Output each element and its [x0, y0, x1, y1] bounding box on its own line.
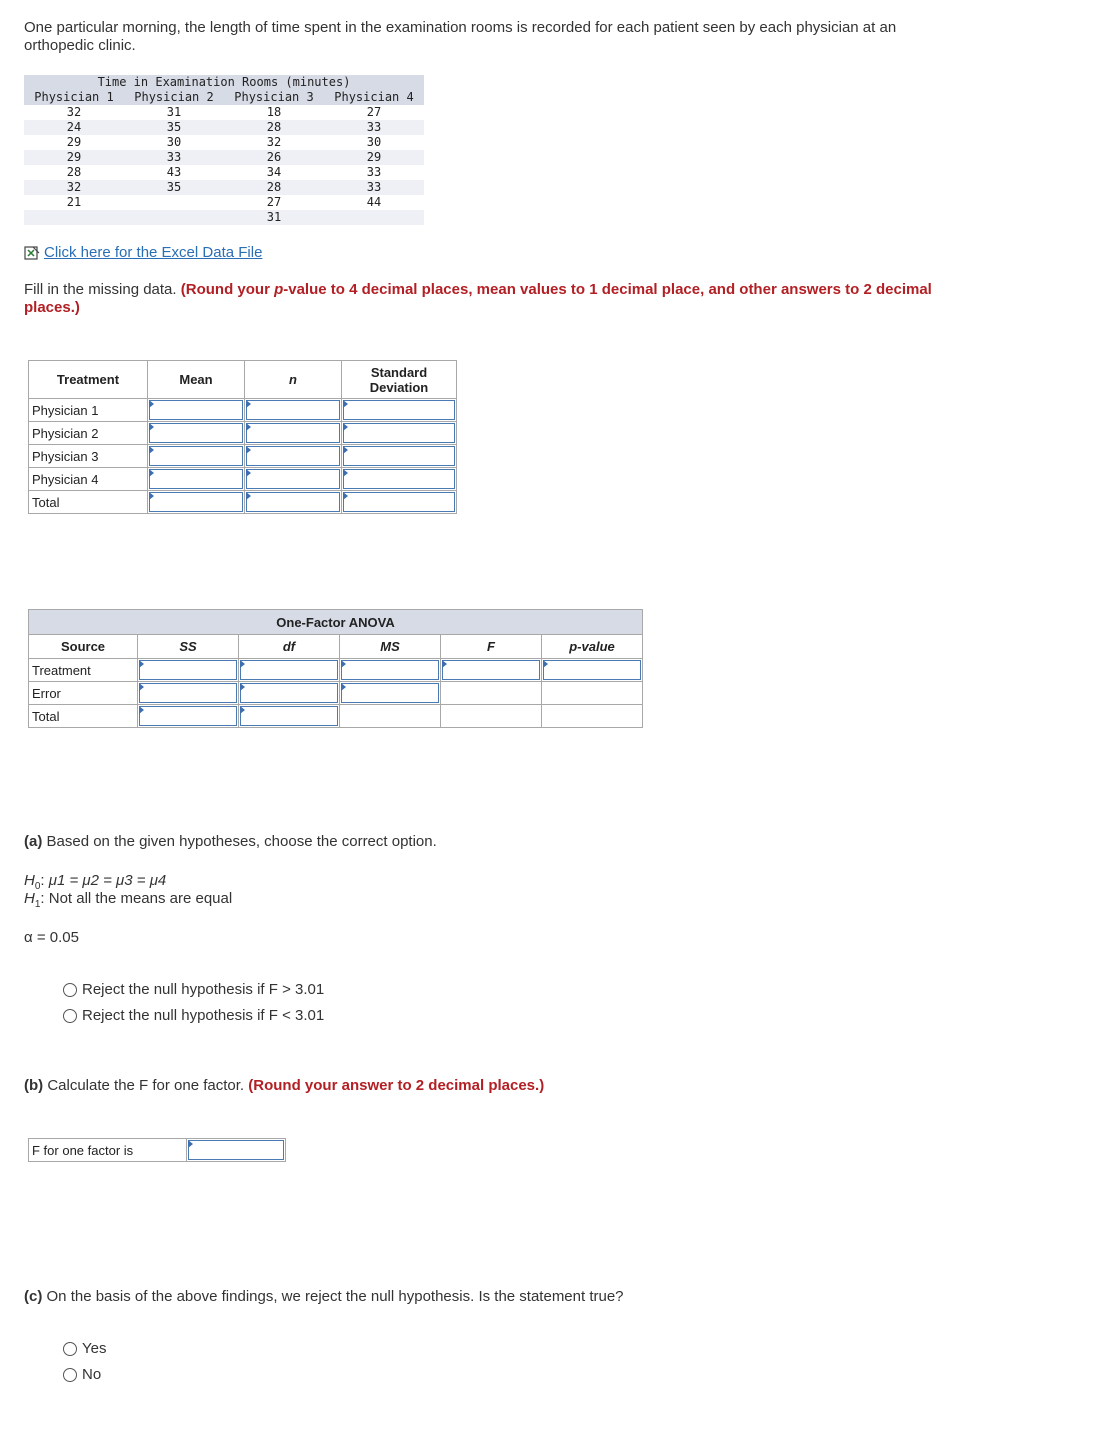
part-a-question — [24, 833, 437, 850]
anova-empty-cell — [441, 682, 542, 705]
data-cell: 27 — [266, 195, 282, 209]
stats-row-label: Physician 4 — [29, 468, 148, 491]
part-c-option-yes[interactable] — [63, 1340, 106, 1357]
anova-header-df: df — [239, 635, 340, 659]
data-cell: 28 — [66, 165, 82, 179]
data-cell: 32 — [24, 180, 124, 195]
stats-row-label: Physician 2 — [29, 422, 148, 445]
radio-circle-icon[interactable] — [63, 1009, 77, 1023]
excel-file-icon — [24, 246, 40, 260]
radio-circle-icon[interactable] — [63, 1342, 77, 1356]
anova-total-df-input[interactable] — [239, 705, 340, 728]
fill-bold-a: (Round your — [180, 281, 275, 298]
anova-empty-cell — [340, 705, 441, 728]
anova-header-source: Source — [29, 635, 138, 659]
anova-header-ss: SS — [138, 635, 239, 659]
stats-n-input[interactable] — [245, 422, 342, 445]
data-table — [24, 75, 424, 225]
data-header: Physician 3 — [234, 90, 314, 104]
stats-row — [29, 468, 457, 491]
stats-header-mean: Mean — [148, 361, 245, 399]
radio-circle-icon[interactable] — [63, 983, 77, 997]
part-c-option-yes-label: Yes — [82, 1340, 107, 1357]
anova-empty-cell — [542, 682, 643, 705]
fill-bold-b: -value to 4 decimal places, mean values to 1 decimal place, and other answers to 2 decimal places.) — [24, 281, 932, 316]
h1-sub: 1 — [34, 899, 41, 910]
stats-row — [29, 445, 457, 468]
stats-row-label: Total — [29, 491, 148, 514]
part-c-text: On the basis of the above findings, we reject the null hypothesis. Is the statement true? — [46, 1288, 624, 1305]
data-cell: 21 — [66, 195, 82, 209]
anova-treatment-ms-input[interactable] — [340, 659, 441, 682]
anova-error-df-input[interactable] — [239, 682, 340, 705]
data-cell: 29 — [66, 135, 82, 149]
stats-row-label: Physician 1 — [29, 399, 148, 422]
h0-sub: 0 — [34, 881, 41, 892]
stats-sd-input[interactable] — [342, 422, 457, 445]
anova-header-ms: MS — [340, 635, 441, 659]
part-a-option-2-label: Reject the null hypothesis if F < 3.01 — [82, 1007, 325, 1024]
anova-header-f: F — [441, 635, 542, 659]
fill-bold-p: p — [274, 281, 284, 298]
f-factor-input[interactable] — [187, 1139, 286, 1162]
data-header: Physician 1 — [34, 90, 114, 104]
data-row — [24, 180, 424, 195]
part-a-option-1[interactable] — [63, 981, 324, 998]
part-a-option-2[interactable] — [63, 1007, 324, 1024]
data-cell: 34 — [266, 165, 282, 179]
part-b-round: (Round your answer to 2 decimal places.) — [248, 1077, 545, 1094]
data-cell: 35 — [124, 120, 224, 135]
anova-error-ss-input[interactable] — [138, 682, 239, 705]
data-cell: 24 — [24, 120, 124, 135]
data-header: Physician 4 — [334, 90, 414, 104]
anova-header-pvalue: p-value — [542, 635, 643, 659]
data-row — [24, 105, 424, 120]
anova-treatment-ss-input[interactable] — [138, 659, 239, 682]
data-cell — [24, 210, 124, 225]
data-header: Physician 2 — [134, 90, 214, 104]
data-row — [24, 120, 424, 135]
stats-row — [29, 422, 457, 445]
radio-circle-icon[interactable] — [63, 1368, 77, 1382]
data-cell — [124, 210, 224, 225]
data-cell — [324, 210, 424, 225]
data-cell: 30 — [166, 135, 182, 149]
excel-link-text[interactable]: Click here for the Excel Data File — [44, 244, 263, 261]
data-cell: 35 — [124, 180, 224, 195]
stats-row — [29, 491, 457, 514]
part-b-text: Calculate the F for one factor. — [47, 1077, 245, 1094]
stats-row-label: Physician 3 — [29, 445, 148, 468]
stats-n-input[interactable] — [245, 399, 342, 422]
part-c-option-no-label: No — [82, 1366, 102, 1383]
data-cell: 29 — [24, 150, 124, 165]
part-c-question — [24, 1288, 624, 1305]
data-cell: 30 — [366, 135, 382, 149]
data-cell: 33 — [324, 180, 424, 195]
part-a-text: Based on the given hypotheses, choose the correct option. — [46, 833, 437, 850]
excel-link[interactable] — [24, 244, 262, 261]
data-cell: 44 — [366, 195, 382, 209]
data-cell: 31 — [166, 105, 182, 119]
data-row — [24, 210, 424, 225]
stats-mean-input[interactable] — [148, 445, 245, 468]
data-cell: 28 — [224, 120, 324, 135]
data-row — [24, 150, 424, 165]
part-a-label: (a) — [24, 833, 43, 850]
data-cell: 31 — [224, 210, 324, 225]
stats-n-input[interactable] — [245, 468, 342, 491]
anova-row-label: Treatment — [29, 659, 138, 682]
data-row — [24, 135, 424, 150]
stats-sd-input[interactable] — [342, 491, 457, 514]
anova-error-ms-input[interactable] — [340, 682, 441, 705]
part-c-option-no[interactable] — [63, 1366, 101, 1383]
data-cell: 29 — [324, 150, 424, 165]
anova-empty-cell — [542, 705, 643, 728]
part-c-label: (c) — [24, 1288, 43, 1305]
stats-n-input[interactable] — [245, 491, 342, 514]
data-cell: 32 — [266, 135, 282, 149]
part-a-option-1-label: Reject the null hypothesis if F > 3.01 — [82, 981, 325, 998]
anova-empty-cell — [441, 705, 542, 728]
data-cell: 27 — [366, 105, 382, 119]
stats-header-treatment: Treatment — [29, 361, 148, 399]
anova-treatment-df-input[interactable] — [239, 659, 340, 682]
data-cell: 33 — [324, 120, 424, 135]
stats-mean-input[interactable] — [148, 399, 245, 422]
anova-row-label: Error — [29, 682, 138, 705]
anova-title: One-Factor ANOVA — [29, 610, 643, 635]
anova-treatment-pvalue-input[interactable] — [542, 659, 643, 682]
data-cell: 26 — [224, 150, 324, 165]
anova-treatment-f-input[interactable] — [441, 659, 542, 682]
anova-table — [28, 609, 643, 728]
h1-label: H — [24, 890, 35, 907]
anova-total-ss-input[interactable] — [138, 705, 239, 728]
h1-line: $H_1$: Not all the means are equal — [24, 890, 233, 910]
data-row — [24, 195, 424, 210]
stats-sd-input[interactable] — [342, 468, 457, 491]
stats-mean-input[interactable] — [148, 422, 245, 445]
stats-header-sd: Standard Deviation — [342, 361, 457, 399]
f-factor-table — [28, 1138, 286, 1162]
data-cell: 28 — [224, 180, 324, 195]
stats-sd-input[interactable] — [342, 399, 457, 422]
stats-row — [29, 399, 457, 422]
stats-table — [28, 360, 457, 514]
h0-text: μ1 = μ2 = μ3 = μ4 — [48, 872, 167, 889]
stats-sd-input[interactable] — [342, 445, 457, 468]
h0-line: $H_0$: μ1 = μ2 = μ3 = μ4 — [24, 872, 167, 892]
h1-text: Not all the means are equal — [48, 890, 233, 907]
h0-label: H — [24, 872, 35, 889]
data-cell: 43 — [166, 165, 182, 179]
stats-header-n: n — [245, 361, 342, 399]
stats-mean-input[interactable] — [148, 468, 245, 491]
stats-mean-input[interactable] — [148, 491, 245, 514]
alpha-line: α = 0.05 — [24, 929, 79, 946]
stats-n-input[interactable] — [245, 445, 342, 468]
data-cell: 33 — [124, 150, 224, 165]
data-cell: 18 — [266, 105, 282, 119]
fill-plain: Fill in the missing data. — [24, 281, 177, 298]
fill-instruction — [24, 281, 964, 317]
data-cell — [124, 195, 224, 210]
data-table-title: Time in Examination Rooms (minutes) — [97, 75, 351, 89]
part-b-label: (b) — [24, 1077, 44, 1094]
data-cell: 33 — [366, 165, 382, 179]
intro-text: One particular morning, the length of time spent in the examination rooms is recorded for each patient seen by each physician at an orthopedic clinic. — [24, 19, 897, 54]
part-b-question — [24, 1077, 544, 1094]
f-factor-label: F for one factor is — [29, 1139, 187, 1162]
data-row — [24, 165, 424, 180]
anova-row-label: Total — [29, 705, 138, 728]
data-cell: 32 — [66, 105, 82, 119]
